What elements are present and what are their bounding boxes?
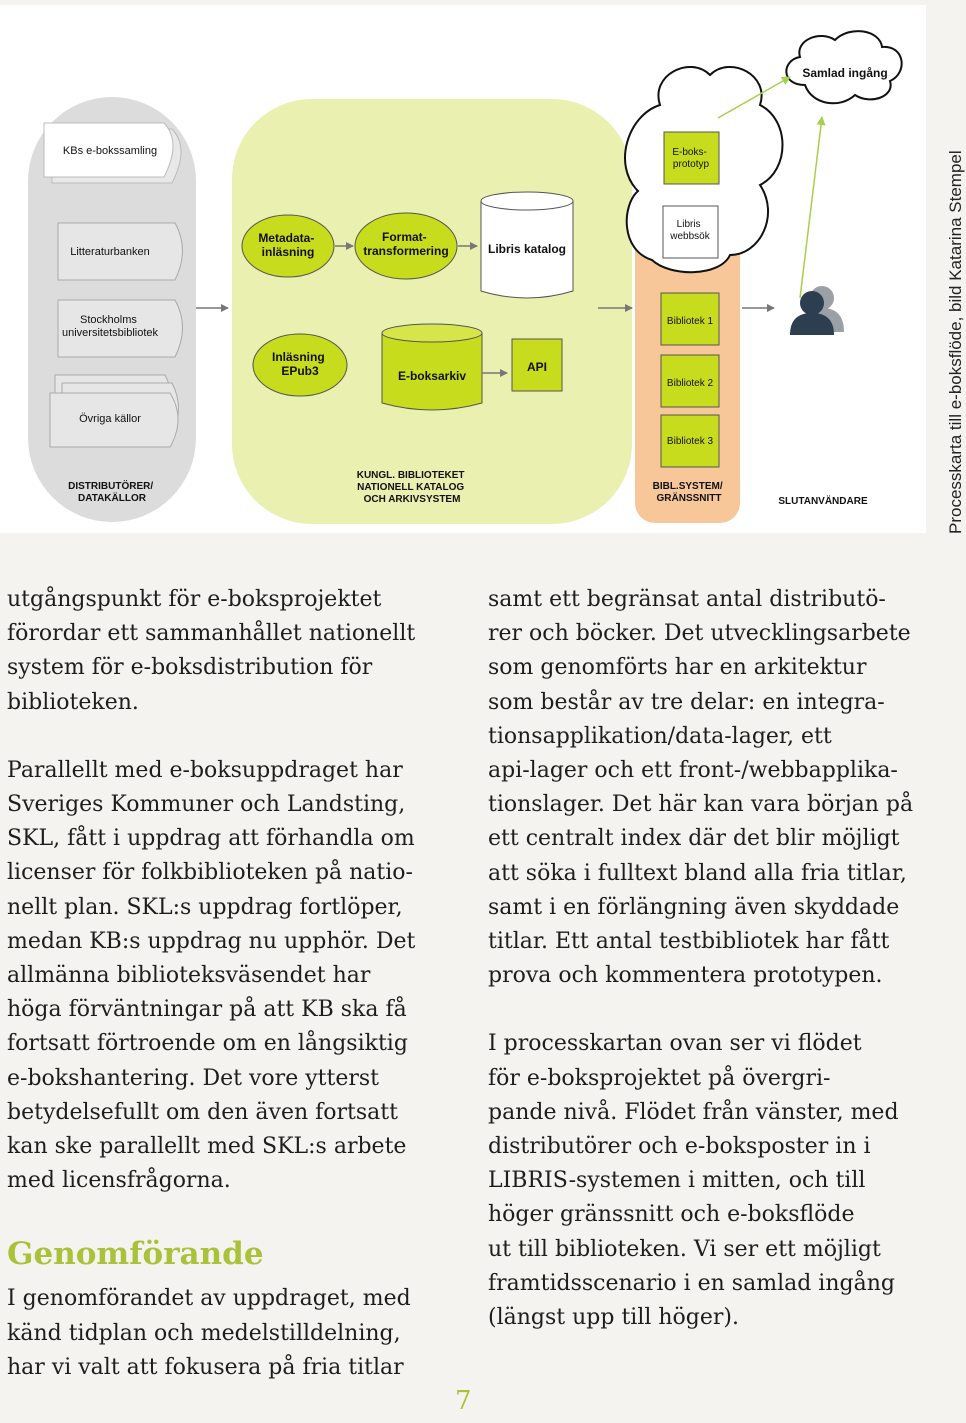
metadata-label-1: Metadata- bbox=[258, 231, 315, 245]
samlad-ingang-label: Samlad ingång bbox=[802, 66, 888, 80]
kb-zone-label-3: OCH ARKIVSYSTEM bbox=[363, 494, 461, 505]
text-line: e-bokshantering. Det vore ytterst bbox=[7, 1065, 379, 1091]
svg-text:Metadata- inläsning bbox=[258, 231, 317, 259]
source-litteraturbanken-label: Litteraturbanken bbox=[70, 246, 150, 258]
text-line: I genomförandet av uppdraget, med bbox=[7, 1286, 411, 1312]
text-line: utgångspunkt för e-boksprojektet bbox=[7, 587, 382, 612]
text-line: förordar ett sammanhållet nationellt bbox=[7, 621, 416, 647]
source-kbs bbox=[44, 123, 181, 183]
inlasning-label-1: Inläsning bbox=[271, 350, 325, 364]
text-line: medan KB:s uppdrag nu upphör. Det bbox=[7, 928, 416, 954]
text-line: höga förväntningar på att KB ska få bbox=[7, 997, 407, 1023]
text-line: Parallellt med e-boksuppdraget har bbox=[7, 757, 403, 783]
svg-text:KUNGL. BIBLIOTEKET NATIONE bbox=[357, 470, 468, 505]
text-line: distributörer och e-boksposter in i bbox=[488, 1134, 871, 1160]
webbsok-label-1: Libris bbox=[676, 219, 701, 230]
webbsok-label-2: webbsök bbox=[670, 231, 710, 242]
svg-text:DISTRIBUTÖRER/ DATAKÄLLOR bbox=[68, 479, 156, 504]
text-line: ut till biblioteken. Vi ser ett möjligt bbox=[488, 1236, 881, 1262]
text-line: som består av tre delar: en integra- bbox=[488, 689, 885, 715]
arrow-users-samlad bbox=[800, 117, 822, 298]
prototype-node bbox=[664, 132, 719, 184]
text-line: rer och böcker. Det utvecklingsarbete bbox=[488, 621, 911, 647]
format-label-2: transformering bbox=[363, 244, 449, 258]
text-line: för e-boksprojektet på övergri- bbox=[488, 1065, 831, 1091]
text-line: tionslager. Det här kan vara början på bbox=[488, 792, 914, 818]
metadata-label-2: inläsning bbox=[261, 245, 315, 259]
source-stockholms-label-2: universitetsbibliotek bbox=[62, 327, 158, 339]
text-line: licenser för folkbiblioteken på natio- bbox=[7, 860, 413, 886]
bibliotek-1-label: Bibliotek 1 bbox=[666, 316, 714, 327]
text-line: har vi valt att fokusera på fria titlar bbox=[7, 1354, 404, 1380]
text-line: biblioteken. bbox=[7, 689, 139, 715]
ebokarkiv-node bbox=[382, 324, 482, 410]
prototype-label-2: prototyp bbox=[672, 159, 710, 170]
bibl-zone-label-1: BIBL.SYSTEM/ bbox=[652, 481, 723, 492]
text-line: ett centralt index där det blir möjligt bbox=[488, 826, 900, 852]
text-line: SKL, fått i uppdrag att förhandla om bbox=[7, 826, 415, 852]
text-line: I processkartan ovan ser vi flödet bbox=[488, 1031, 862, 1057]
text-line: samt i en förlängning även skyddade bbox=[488, 894, 900, 920]
text-line: tionsapplikation/data-lager, ett bbox=[488, 723, 832, 749]
prototype-label-1: E-boks- bbox=[672, 147, 707, 158]
source-litteraturbanken bbox=[58, 223, 183, 280]
section-heading: Genomförande bbox=[7, 1236, 264, 1273]
format-label-1: Format- bbox=[381, 230, 427, 244]
text-line: (längst upp till höger). bbox=[488, 1305, 739, 1331]
left-para-2 bbox=[7, 754, 457, 1199]
left-para-3 bbox=[7, 1282, 457, 1385]
text-line: Sveriges Kommuner och Landsting, bbox=[7, 792, 406, 818]
figure-caption: Processkarta till e-boksflöde, bild Katarina Stempel bbox=[946, 150, 965, 534]
text-line: framtidsscenario i en samlad ingång bbox=[488, 1270, 895, 1296]
text-line: med licensfrågorna. bbox=[7, 1168, 231, 1194]
text-line: samt ett begränsat antal distributö- bbox=[488, 587, 886, 612]
sources-zone-label-1: DISTRIBUTÖRER/ bbox=[68, 481, 154, 492]
kb-zone-label-2: NATIONELL KATALOG bbox=[357, 482, 465, 493]
text-line: system för e-boksdistribution för bbox=[7, 655, 373, 681]
bibliotek-2-label: Bibliotek 2 bbox=[666, 378, 714, 389]
source-ovriga-label: Övriga källor bbox=[79, 413, 141, 425]
left-column bbox=[7, 583, 457, 1385]
process-diagram-panel bbox=[0, 5, 926, 533]
right-para-2 bbox=[488, 1027, 933, 1335]
text-line: kan ske parallellt med SKL:s arbete bbox=[7, 1134, 407, 1160]
text-line: betydelsefullt om den även fortsatt bbox=[7, 1099, 398, 1125]
source-kbs-label: KBs e-bokssamling bbox=[62, 145, 158, 157]
kb-zone bbox=[232, 99, 632, 524]
kb-zone-label-1: KUNGL. BIBLIOTEKET bbox=[356, 470, 465, 481]
text-line: prova och kommentera prototypen. bbox=[488, 963, 883, 989]
api-label: API bbox=[526, 360, 548, 374]
text-line: api-lager och ett front-/webbapplika- bbox=[488, 758, 898, 784]
text-line: LIBRIS-systemen i mitten, och till bbox=[488, 1168, 866, 1194]
source-stockholms bbox=[58, 300, 183, 357]
source-ovriga bbox=[50, 375, 179, 447]
users-icon bbox=[790, 286, 844, 335]
sources-zone-label-2: DATAKÄLLOR bbox=[78, 493, 146, 504]
text-line: titlar. Ett antal testbibliotek har fått bbox=[488, 929, 890, 955]
libris-catalog-node bbox=[481, 192, 573, 298]
text-line: allmänna biblioteksväsendet har bbox=[7, 963, 371, 989]
right-para-1 bbox=[488, 583, 933, 993]
text-line: känd tidplan och medelstilldelning, bbox=[7, 1320, 401, 1346]
libris-catalog-label: Libris katalog bbox=[487, 242, 567, 256]
svg-text:E-boks- prototyp bbox=[672, 147, 709, 170]
text-line: att söka i fulltext bland alla fria titlar, bbox=[488, 860, 907, 886]
process-diagram bbox=[0, 5, 926, 533]
bibliotek-3-label: Bibliotek 3 bbox=[666, 436, 714, 447]
page-number: 7 bbox=[455, 1386, 472, 1416]
text-line: fortsatt förtroende om en långsiktig bbox=[7, 1031, 408, 1057]
text-line: höger gränssnitt och e-boksflöde bbox=[488, 1202, 855, 1228]
left-para-1 bbox=[7, 583, 457, 720]
text-line: som genomförts har en arkitektur bbox=[488, 655, 867, 681]
text-line: pande nivå. Flödet från vänster, med bbox=[488, 1099, 899, 1125]
svg-text:BIBL.SYSTEM/ GRÄNSSNITT bbox=[653, 481, 726, 504]
end-users-label: SLUTANVÄNDARE bbox=[778, 496, 868, 507]
bibl-zone-label-2: GRÄNSSNITT bbox=[656, 493, 722, 504]
right-column bbox=[488, 583, 933, 1335]
source-stockholms-label-1: Stockholms bbox=[80, 314, 137, 326]
inlasning-label-2: EPub3 bbox=[281, 364, 319, 378]
text-line: nellt plan. SKL:s uppdrag fortlöper, bbox=[7, 894, 403, 920]
ebokarkiv-label: E-boksarkiv bbox=[397, 369, 467, 383]
